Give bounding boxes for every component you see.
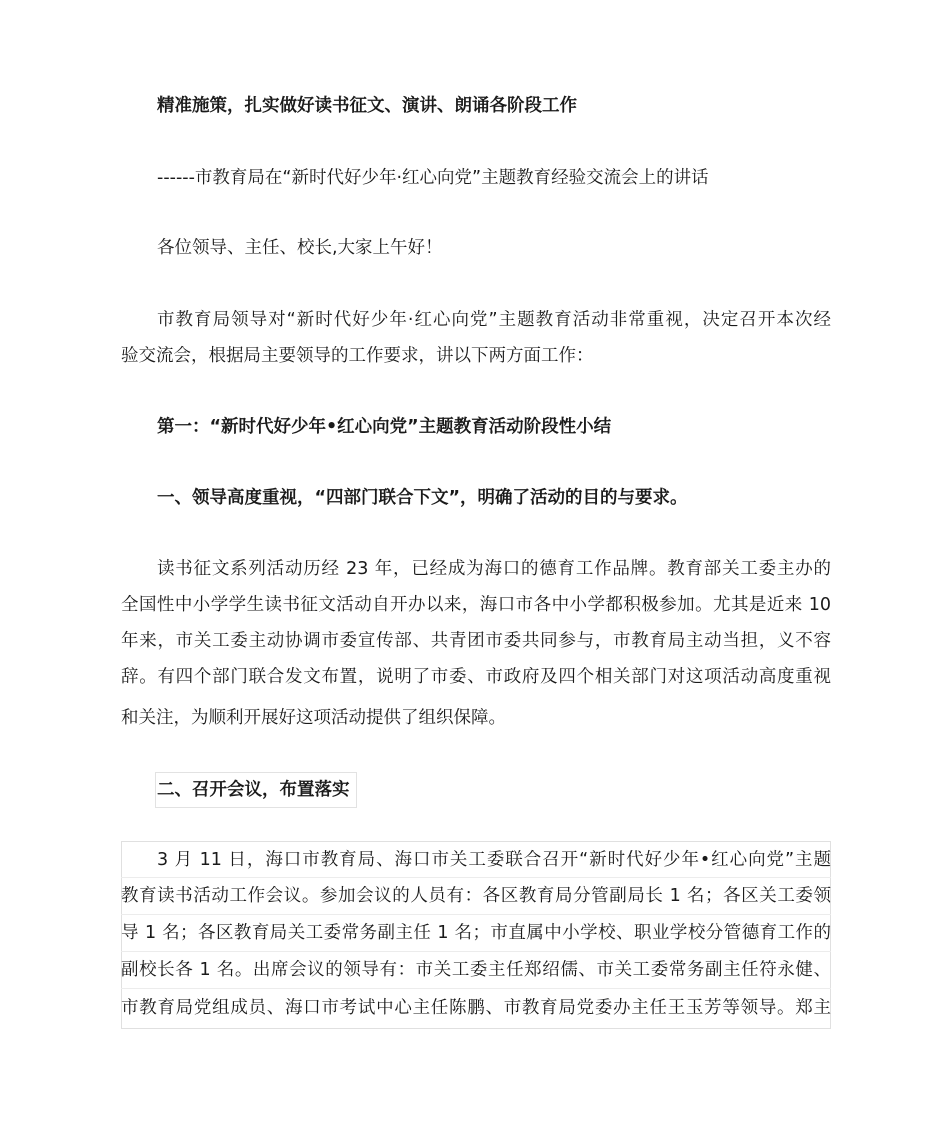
paragraph-2-line-4: 副校长各 1 名。出席会议的领导有：市关工委主任郑绍儒、市关工委常务副主任符永健、 — [121, 960, 831, 980]
paragraph-2-line-1: 3 月 11 日，海口市教育局、海口市关工委联合召开“新时代好少年•红心向党”主题 — [157, 850, 831, 870]
intro-line-2: 验交流会，根据局主要领导的工作要求，讲以下两方面工作： — [121, 346, 594, 366]
document-subtitle: ------市教育局在“新时代好少年·红心向党”主题教育经验交流会上的讲话 — [157, 168, 709, 188]
paragraph-1-line-5: 和关注，为顺利开展好这项活动提供了组织保障。 — [121, 708, 506, 728]
paragraph-2-line-2: 教育读书活动工作会议。参加会议的人员有：各区教育局分管副局长 1 名；各区关工委领 — [121, 886, 831, 906]
paragraph-1-line-2: 全国性中小学学生读书征文活动自开办以来，海口市各中小学都积极参加。尤其是近来 10 — [121, 595, 831, 615]
paragraph-2-line-5: 市教育局党组成员、海口市考试中心主任陈鹏、市教育局党委办主任王玉芳等领导。郑主 — [121, 998, 831, 1018]
subsection-2-title: 二、召开会议，布置落实 — [157, 780, 350, 800]
document-title: 精准施策，扎实做好读书征文、演讲、朗诵各阶段工作 — [157, 96, 577, 116]
row-divider — [121, 988, 831, 989]
subsection-1-title: 一、领导高度重视，“四部门联合下文”，明确了活动的目的与要求。 — [157, 488, 688, 508]
greeting: 各位领导、主任、校长,大家上午好！ — [157, 238, 443, 258]
paragraph-1-line-1: 读书征文系列活动历经 23 年，已经成为海口的德育工作品牌。教育部关工委主办的 — [157, 559, 831, 579]
intro-line-1: 市教育局领导对“新时代好少年·红心向党”主题教育活动非常重视，决定召开本次经 — [157, 310, 831, 330]
paragraph-1-line-3: 年来，市关工委主动协调市委宣传部、共青团市委共同参与，市教育局主动当担，义不容 — [121, 631, 831, 651]
section-1-title: 第一：“新时代好少年•红心向党”主题教育活动阶段性小结 — [157, 417, 612, 437]
paragraph-2-line-3: 导 1 名；各区教育局关工委常务副主任 1 名；市直属中小学校、职业学校分管德育工作的 — [121, 923, 831, 943]
paragraph-1-line-4: 辞。有四个部门联合发文布置，说明了市委、市政府及四个相关部门对这项活动高度重视 — [121, 667, 831, 687]
